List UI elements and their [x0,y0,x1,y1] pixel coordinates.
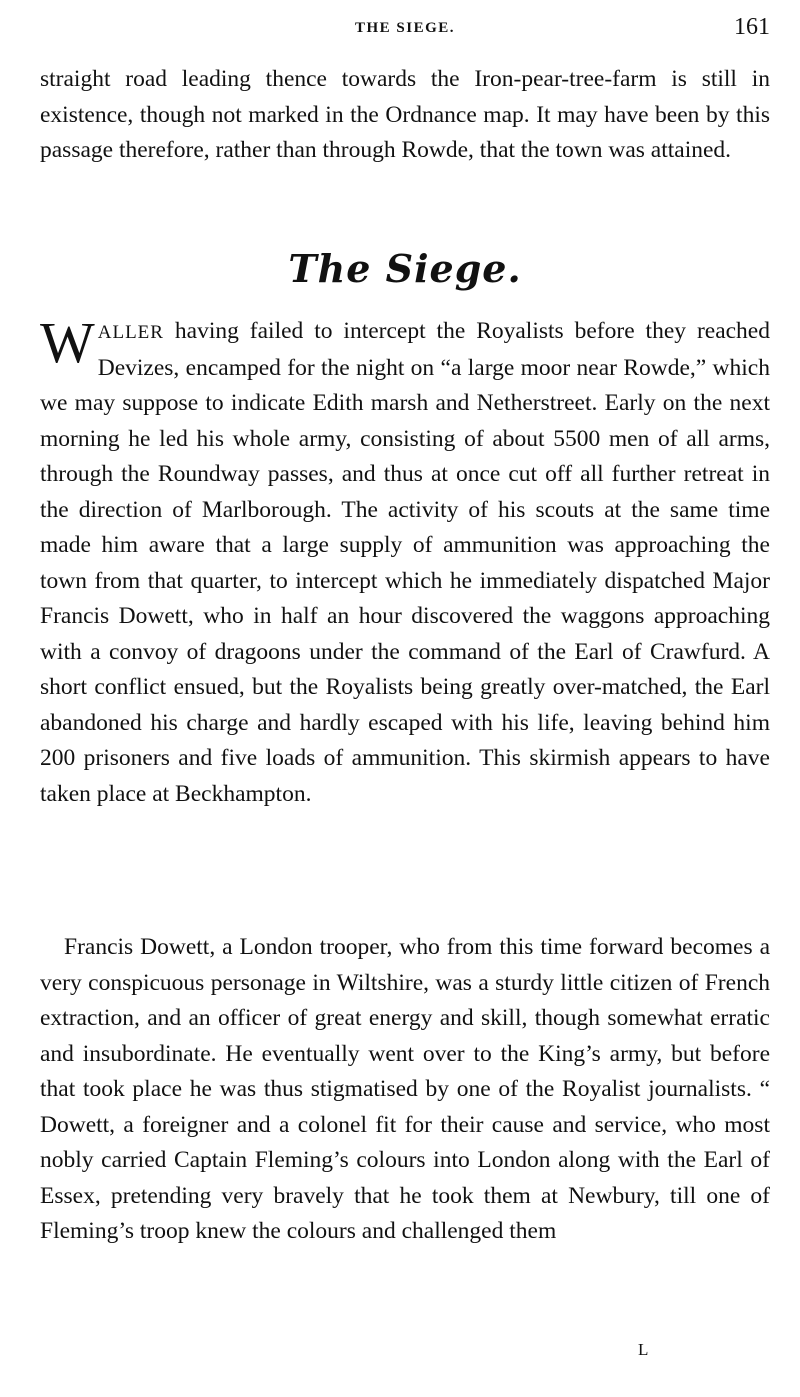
paragraph-siege-opening-text: having failed to intercept the Royalists before they reached Devizes, encamped for the night on “a large moor near Rowde,” which we may suppose to indicate Edith marsh and Netherstreet. Early on the next morning he led his whole army, consisting of about 5500 men of all arms, through the Roundway passes, and thus at once cut off all further retreat in the direction of Marlborough. The activity of his scouts at the same time made him aware that a large supply of ammunition was approaching the town from that quarter, to intercept which he immediately dispatched Major Francis Dowett, who in half an hour discovered the waggons approaching with a convoy of dragoons under the command of the Earl of Crawfurd. A short conflict ensued, but the Royalists being greatly over-matched, the Earl abandoned his charge and hardly escaped with his life, leaving behind him 200 prisoners and five loads of ammunition. This skirmish appears to have taken place at Beckhampton. [40,318,770,807]
signature-mark: L [638,1340,649,1359]
running-title: THE SIEGE. [354,20,456,36]
section-heading: The Siege. [288,246,522,291]
book-page [40,0,770,1397]
page-number: 161 [734,14,770,40]
running-head [40,14,770,44]
drop-cap: W [40,310,95,375]
first-word-rest: ALLER [97,322,164,343]
paragraph-continuation: straight road leading thence towards the Iron-pear-tree-farm is still in existence, though not marked in the Ordnance map. It may have been by this passage therefore, rather than through Rowde, that the town was attained. [40,66,770,163]
paragraph-dowett: Francis Dowett, a London trooper, who from this time forward becomes a very conspicuous personage in Wiltshire, was a sturdy little citizen of French extraction, and an officer of great energy and skill, though somewhat erratic and insubordinate. He eventually went over to the King’s army, but before that took place he was thus stigmatised by one of the Royalist journalists. “ Dowett, a foreigner and a colonel fit for their cause and service, who most nobly carried Captain Fleming’s colours into London along with the Earl of Essex, pretending very bravely that he took them at Newbury, till one of Fleming’s troop knew the colours and challenged them [40,934,770,1244]
paragraph-siege-opening [40,310,770,812]
